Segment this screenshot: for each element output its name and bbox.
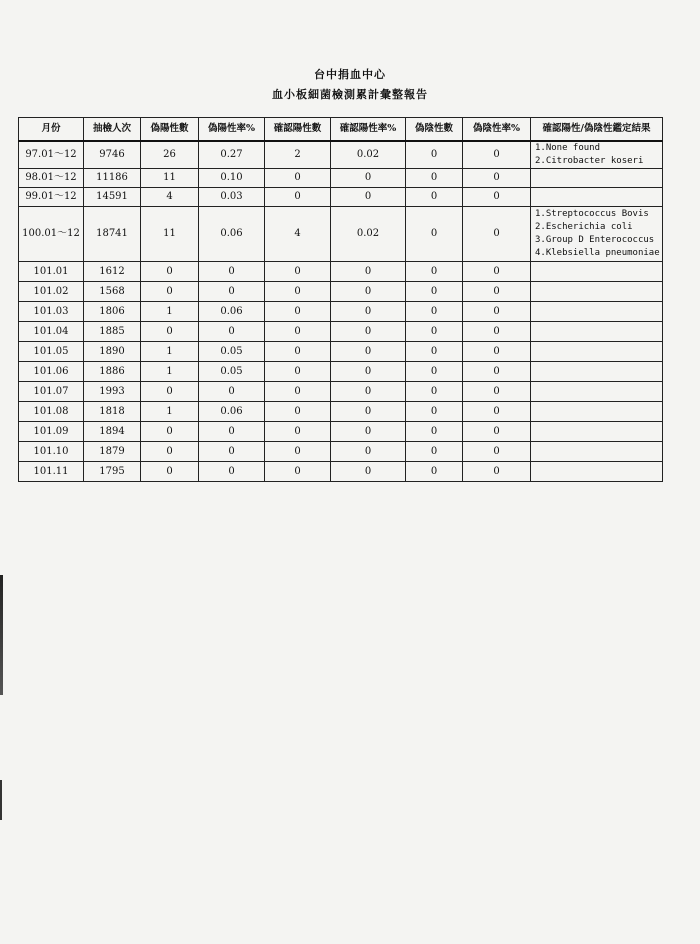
cell-fn-rate: 0 — [463, 322, 531, 342]
table-row — [19, 382, 663, 402]
cell-result — [531, 188, 663, 207]
cell-fp: 11 — [141, 207, 199, 262]
cell-cp: 2 — [265, 141, 331, 169]
cell-fn-rate: 0 — [463, 282, 531, 302]
cell-fp: 1 — [141, 342, 199, 362]
cell-fp-rate: 0.10 — [199, 169, 265, 188]
table-row — [19, 362, 663, 382]
cell-cp-rate: 0 — [331, 282, 406, 302]
cell-fp: 0 — [141, 282, 199, 302]
cell-tested: 1806 — [84, 302, 141, 322]
table-row — [19, 462, 663, 482]
result-line: 4.Klebsiella pneumoniae — [535, 248, 660, 258]
cell-cp: 0 — [265, 462, 331, 482]
report-title: 血小板細菌檢測累計彙整報告 — [272, 88, 428, 101]
cell-fn: 0 — [406, 322, 463, 342]
cell-fp-rate: 0 — [199, 322, 265, 342]
cell-fp: 26 — [141, 141, 199, 169]
cell-cp: 0 — [265, 302, 331, 322]
cell-fn: 0 — [406, 422, 463, 442]
result-line: 2.Escherichia coli — [535, 222, 633, 232]
cell-fp: 0 — [141, 262, 199, 282]
col-header-period: 月份 — [19, 118, 84, 142]
cell-fn-rate: 0 — [463, 462, 531, 482]
cell-fp: 4 — [141, 188, 199, 207]
cell-fn-rate: 0 — [463, 402, 531, 422]
cell-result — [531, 302, 663, 322]
scan-edge-mark — [0, 780, 2, 820]
cell-period: 101.06 — [19, 362, 84, 382]
cell-period: 101.07 — [19, 382, 84, 402]
cell-fn-rate: 0 — [463, 188, 531, 207]
cell-cp: 0 — [265, 188, 331, 207]
result-line: 1.Streptococcus Bovis — [535, 209, 649, 219]
cell-cp-rate: 0.02 — [331, 207, 406, 262]
cell-fn-rate: 0 — [463, 442, 531, 462]
cell-fn-rate: 0 — [463, 207, 531, 262]
cell-fp: 0 — [141, 442, 199, 462]
table-row — [19, 342, 663, 362]
cell-fp-rate: 0 — [199, 282, 265, 302]
cell-period: 101.04 — [19, 322, 84, 342]
cell-result — [531, 141, 663, 169]
cell-result — [531, 382, 663, 402]
cell-fp-rate: 0 — [199, 262, 265, 282]
org-title: 台中捐血中心 — [314, 68, 386, 81]
cell-fp-rate: 0 — [199, 442, 265, 462]
cell-cp-rate: 0 — [331, 262, 406, 282]
cell-cp: 0 — [265, 169, 331, 188]
cell-period: 99.01～12 — [19, 188, 84, 207]
cell-fp-rate: 0.06 — [199, 302, 265, 322]
cell-result — [531, 442, 663, 462]
cell-fp-rate: 0.05 — [199, 362, 265, 382]
cell-cp-rate: 0 — [331, 402, 406, 422]
cell-tested: 1568 — [84, 282, 141, 302]
cell-fn-rate: 0 — [463, 141, 531, 169]
cell-fn: 0 — [406, 382, 463, 402]
cell-fn-rate: 0 — [463, 262, 531, 282]
col-header-fp-rate: 偽陽性率% — [199, 118, 265, 142]
cell-tested: 1886 — [84, 362, 141, 382]
cell-fn-rate: 0 — [463, 382, 531, 402]
cell-tested: 9746 — [84, 141, 141, 169]
cell-fn: 0 — [406, 362, 463, 382]
cell-tested: 11186 — [84, 169, 141, 188]
col-header-result: 確認陽性/偽陰性鑑定結果 — [531, 118, 663, 142]
cell-fn-rate: 0 — [463, 342, 531, 362]
cell-cp-rate: 0 — [331, 169, 406, 188]
col-header-fn-rate: 偽陰性率% — [463, 118, 531, 142]
cell-fn: 0 — [406, 262, 463, 282]
cell-tested: 1795 — [84, 462, 141, 482]
cell-cp: 4 — [265, 207, 331, 262]
cell-fn: 0 — [406, 462, 463, 482]
cell-cp-rate: 0 — [331, 342, 406, 362]
cell-fp: 1 — [141, 402, 199, 422]
cell-fn: 0 — [406, 302, 463, 322]
cell-cp: 0 — [265, 402, 331, 422]
result-line: 1.None found — [535, 143, 601, 153]
cell-period: 101.01 — [19, 262, 84, 282]
cell-fp: 1 — [141, 302, 199, 322]
col-header-fn: 偽陰性數 — [406, 118, 463, 142]
cell-fn: 0 — [406, 207, 463, 262]
cell-period: 101.08 — [19, 402, 84, 422]
result-line: 3.Group D Enterococcus — [535, 235, 655, 245]
cell-fn: 0 — [406, 282, 463, 302]
cell-result — [531, 462, 663, 482]
cell-result — [531, 169, 663, 188]
cell-result — [531, 362, 663, 382]
table-row — [19, 442, 663, 462]
cell-cp: 0 — [265, 442, 331, 462]
cell-cp-rate: 0 — [331, 302, 406, 322]
cell-fp-rate: 0.27 — [199, 141, 265, 169]
cell-period: 101.03 — [19, 302, 84, 322]
cell-fp-rate: 0.06 — [199, 402, 265, 422]
table-row — [19, 282, 663, 302]
cell-tested: 1993 — [84, 382, 141, 402]
table-body — [19, 141, 663, 482]
cell-result — [531, 262, 663, 282]
cell-fn: 0 — [406, 442, 463, 462]
col-header-tested: 抽檢人次 — [84, 118, 141, 142]
cell-result — [531, 402, 663, 422]
cell-cp-rate: 0 — [331, 188, 406, 207]
cell-cp: 0 — [265, 362, 331, 382]
cell-cp-rate: 0 — [331, 322, 406, 342]
table-row — [19, 262, 663, 282]
cell-fp: 11 — [141, 169, 199, 188]
cell-fp-rate: 0 — [199, 422, 265, 442]
cell-fp-rate: 0.05 — [199, 342, 265, 362]
cell-cp-rate: 0 — [331, 362, 406, 382]
cell-cp: 0 — [265, 422, 331, 442]
cell-fp-rate: 0 — [199, 462, 265, 482]
cell-tested: 1818 — [84, 402, 141, 422]
cell-period: 101.09 — [19, 422, 84, 442]
header-row — [19, 118, 663, 142]
cell-cp: 0 — [265, 262, 331, 282]
cell-tested: 1885 — [84, 322, 141, 342]
cell-result — [531, 207, 663, 262]
cell-fn-rate: 0 — [463, 169, 531, 188]
cell-cp: 0 — [265, 322, 331, 342]
table-row — [19, 188, 663, 207]
cell-cp: 0 — [265, 382, 331, 402]
col-header-cp: 確認陽性數 — [265, 118, 331, 142]
cell-fp-rate: 0.03 — [199, 188, 265, 207]
cell-cp: 0 — [265, 282, 331, 302]
cell-result — [531, 282, 663, 302]
cell-result — [531, 342, 663, 362]
cell-fp: 0 — [141, 462, 199, 482]
cell-period: 101.11 — [19, 462, 84, 482]
table-row — [19, 322, 663, 342]
cell-tested: 1890 — [84, 342, 141, 362]
cell-fp: 0 — [141, 422, 199, 442]
cell-period: 101.02 — [19, 282, 84, 302]
cell-cp-rate: 0 — [331, 422, 406, 442]
cell-period: 97.01～12 — [19, 141, 84, 169]
cell-tested: 1894 — [84, 422, 141, 442]
cell-period: 100.01～12 — [19, 207, 84, 262]
cell-fp: 0 — [141, 382, 199, 402]
cell-cp-rate: 0 — [331, 442, 406, 462]
cell-fp-rate: 0.06 — [199, 207, 265, 262]
cell-fn: 0 — [406, 141, 463, 169]
scan-edge-mark — [0, 575, 3, 695]
result-line: 2.Citrobacter koseri — [535, 156, 644, 166]
cell-tested: 1879 — [84, 442, 141, 462]
cell-tested: 1612 — [84, 262, 141, 282]
cell-result — [531, 422, 663, 442]
cell-tested: 14591 — [84, 188, 141, 207]
cell-fn-rate: 0 — [463, 302, 531, 322]
table-row — [19, 302, 663, 322]
table-row — [19, 422, 663, 442]
cell-cp: 0 — [265, 342, 331, 362]
cell-period: 101.10 — [19, 442, 84, 462]
cell-result — [531, 322, 663, 342]
cell-cp-rate: 0.02 — [331, 141, 406, 169]
cell-fp: 0 — [141, 322, 199, 342]
cell-fn: 0 — [406, 402, 463, 422]
cell-fp-rate: 0 — [199, 382, 265, 402]
cell-fn: 0 — [406, 342, 463, 362]
cell-cp-rate: 0 — [331, 462, 406, 482]
col-header-fp: 偽陽性數 — [141, 118, 199, 142]
col-header-cp-rate: 確認陽性率% — [331, 118, 406, 142]
cell-fn-rate: 0 — [463, 362, 531, 382]
cell-cp-rate: 0 — [331, 382, 406, 402]
cell-tested: 18741 — [84, 207, 141, 262]
cell-fn: 0 — [406, 169, 463, 188]
table-row — [19, 169, 663, 188]
table-row — [19, 402, 663, 422]
cell-period: 98.01～12 — [19, 169, 84, 188]
cell-period: 101.05 — [19, 342, 84, 362]
cell-fp: 1 — [141, 362, 199, 382]
report-table — [18, 117, 663, 482]
cell-fn: 0 — [406, 188, 463, 207]
table-row — [19, 207, 663, 262]
cell-fn-rate: 0 — [463, 422, 531, 442]
table-row — [19, 141, 663, 169]
